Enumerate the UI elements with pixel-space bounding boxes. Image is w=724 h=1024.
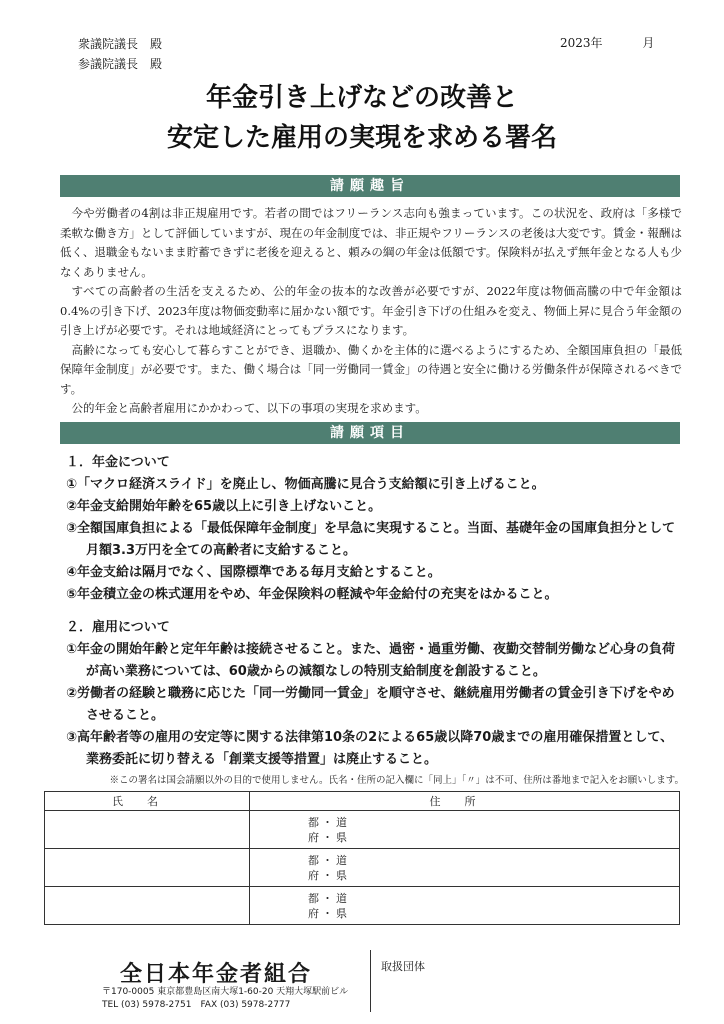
signature-row	[45, 849, 680, 887]
date-month: 月	[642, 36, 655, 50]
employment-item: ③高年齢者等の雇用の安定等に関する法律第10条の2による65歳以降70歳までの雇用確保措置として、業務委託に切り替える「創業支援等措置」は廃止すること。	[66, 730, 674, 767]
pension-item: ⑤年金積立金の株式運用をやめ、年金保険料の軽減や年金給付の充実をはかること。	[66, 587, 558, 602]
prefecture-label	[250, 891, 679, 921]
signature-row	[45, 887, 680, 925]
date-field	[560, 34, 654, 51]
employment-item: ①年金の開始年齢と定年年齢は接続させること。また、過密・過重労働、夜勤交替制労働など心身の負荷が高い業務については、60歳からの減額なしの特別支給制度を創設すること。	[66, 642, 676, 679]
date-year: 2023年	[560, 36, 603, 50]
name-input-cell[interactable]	[45, 849, 250, 887]
address-input-cell[interactable]	[250, 811, 680, 849]
pension-item: ①「マクロ経済スライド」を廃止し、物価高騰に見合う支給額に引き上げること。	[66, 477, 545, 492]
organization-name: 全日本年金者組合	[120, 962, 313, 987]
purpose-paragraph: 高齢になっても安心して暮らすことができ、退職か、働くかを主体的に選べるようにするため、全額国庫負担の「最低保障年金制度」が必要です。また、働く場合は「同一労働同一賃金」の待遇と安全に働ける労働条件が保障されるべきです。	[60, 342, 682, 396]
pref-line-2: 府・県	[308, 906, 350, 920]
usage-notice: ※この署名は国会請願以外の目的で使用しません。氏名・住所の記入欄に「同上」「〃」は不可、住所は番地まで記入をお願いします。	[109, 775, 684, 786]
handling-organization-label: 取扱団体	[381, 960, 425, 973]
organization-address: 〒170-0005 東京都豊島区南大塚1-60-20 天翔大塚駅前ビル	[102, 987, 349, 997]
section-employment-title: ２．雇用について	[66, 620, 170, 635]
title-line-2: 安定した雇用の実現を求める署名	[166, 123, 557, 153]
employment-item: ②労働者の経験と職務に応じた「同一労働同一賃金」を順守させ、継続雇用労働者の賃金引き下げをやめさせること。	[66, 686, 675, 723]
petition-items-heading: 請願項目	[60, 422, 680, 444]
purpose-paragraph: 今や労働者の4割は非正規雇用です。若者の間ではフリーランス志向も強まっています。この状況を、政府は「多様で柔軟な働き方」として評価していますが、現在の年金制度では、非正規やフリーランスの老後は大変です。賃金・報酬は低く、退職金もないまま貯蓄できずに老後を迎えると、頼みの綱の年金は低額です。保険料が払えず無年金となる人も少なくありません。	[60, 206, 682, 279]
document-title	[0, 78, 724, 158]
footer-divider	[370, 950, 371, 1012]
pref-line-2: 府・県	[308, 868, 350, 882]
section-pension-title: １．年金について	[66, 455, 170, 470]
name-column-header: 氏名	[45, 792, 250, 811]
petition-items-list	[62, 452, 682, 771]
pension-item: ④年金支給は隔月でなく、国際標準である毎月支給とすること。	[66, 565, 441, 580]
pref-line-1: 都・道	[308, 815, 350, 829]
signature-table	[44, 791, 680, 925]
pref-line-2: 府・県	[308, 830, 350, 844]
address-input-cell[interactable]	[250, 887, 680, 925]
addressee-house-of-representatives: 衆議院議長 殿	[78, 37, 163, 51]
pref-line-1: 都・道	[308, 853, 350, 867]
prefecture-label	[250, 815, 679, 845]
petition-purpose-heading: 請願趣旨	[60, 175, 680, 197]
signature-table-header	[45, 792, 680, 811]
purpose-paragraph: 公的年金と高齢者雇用にかかわって、以下の事項の実現を求めます。	[71, 401, 427, 415]
name-input-cell[interactable]	[45, 811, 250, 849]
pref-line-1: 都・道	[308, 891, 350, 905]
title-line-1: 年金引き上げなどの改善と	[205, 83, 518, 113]
signature-row	[45, 811, 680, 849]
address-column-header: 住所	[250, 792, 680, 811]
name-input-cell[interactable]	[45, 887, 250, 925]
organization-phone: TEL (03) 5978-2751 FAX (03) 5978-2777	[102, 1000, 291, 1010]
address-input-cell[interactable]	[250, 849, 680, 887]
addressee-house-of-councillors: 参議院議長 殿	[78, 57, 163, 71]
organization-contact	[102, 986, 348, 1012]
petition-purpose-body	[60, 204, 682, 419]
prefecture-label	[250, 853, 679, 883]
addressee-block	[78, 34, 162, 74]
purpose-paragraph: すべての高齢者の生活を支えるため、公的年金の抜本的な改善が必要ですが、2022年度は物価高騰の中で年金額は0.4%の引き下げ、2023年度は物価変動率に届かない額です。年金引き下げの仕組みを変え、物価上昇に見合う年金額の引き上げが必要です。それは地域経済にとってもプラスになります。	[60, 284, 682, 337]
pension-item: ②年金支給開始年齢を65歳以上に引き上げないこと。	[66, 499, 382, 514]
pension-item: ③全額国庫負担による「最低保障年金制度」を早急に実現すること。当面、基礎年金の国庫負担分として月額3.3万円を全ての高齢者に支給すること。	[66, 521, 676, 558]
